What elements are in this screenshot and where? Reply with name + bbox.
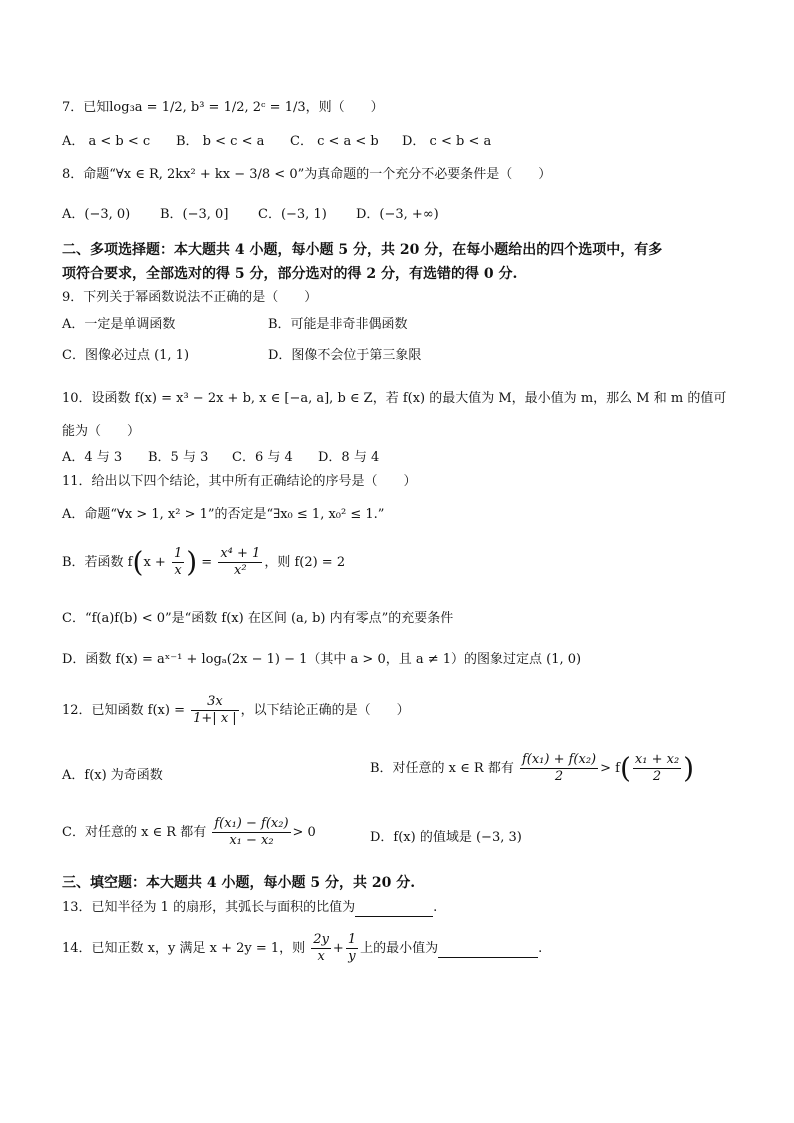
q10-option-c: C．6 与 4 <box>232 450 293 465</box>
q11-b-suffix: ，则 f(2) = 2 <box>264 555 346 570</box>
numerator: 1 <box>347 932 357 947</box>
denominator: x² <box>234 563 247 578</box>
q7-option-b: B． b < c < a <box>176 134 265 149</box>
q11-option-d: D．函数 f(x) = aˣ⁻¹ + logₐ(2x − 1) − 1（其中 a > 0，且 a ≠ 1）的图象过定点 (1, 0) <box>62 652 582 667</box>
q12-option-a: A．f(x) 为奇函数 <box>62 768 163 783</box>
q9-stem: 9．下列关于幂函数说法不正确的是（ ） <box>62 290 318 305</box>
right-paren: ) <box>186 545 198 579</box>
right-paren: ) <box>683 751 695 785</box>
q12-prefix: 12．已知函数 f(x) = <box>62 703 185 718</box>
denominator: x₁ − x₂ <box>229 833 274 848</box>
section2-heading-line1: 二、多项选择题：本大题共 4 小题，每小题 5 分，共 20 分，在每小题给出的四个选项中，有多 <box>62 242 663 258</box>
answer-blank <box>355 900 433 917</box>
section3-heading: 三、填空题：本大题共 4 小题，每小题 5 分，共 20 分. <box>62 875 416 891</box>
fraction <box>191 694 239 727</box>
q12-option-c <box>62 816 316 849</box>
q11-b-arg: x + <box>143 555 166 570</box>
fraction <box>311 932 331 965</box>
fraction <box>212 816 290 849</box>
q8-option-b: B．(−3, 0] <box>160 207 229 222</box>
numerator: f(x₁) + f(x₂) <box>521 752 597 767</box>
q11-b-prefix: B．若函数 f <box>62 555 133 570</box>
q9-option-b: B．可能是非奇非偶函数 <box>268 317 408 332</box>
q12-c-prefix: C．对任意的 x ∈ R 都有 <box>62 825 207 840</box>
q14-stem <box>62 932 542 965</box>
fraction <box>172 546 184 579</box>
q8-option-c: C．(−3, 1) <box>258 207 327 222</box>
q12-stem <box>62 694 410 727</box>
denominator: x <box>317 949 325 964</box>
denominator: 2 <box>652 769 662 784</box>
fraction <box>218 546 262 579</box>
denominator: 1+| x | <box>193 711 237 726</box>
q8-stem: 8．命题“∀x ∈ R, 2kx² + kx − 3/8 < 0”为真命题的一个充分不必要条件是（ ） <box>62 167 552 182</box>
numerator: 2y <box>313 932 329 947</box>
q10-stem-line1: 10．设函数 f(x) = x³ − 2x + b, x ∈ [−a, a], b ∈ Z，若 f(x) 的最大值为 M，最小值为 m，那么 M 和 m 的值可 <box>62 391 727 406</box>
denominator: x <box>174 563 182 578</box>
q13-end: . <box>433 900 438 915</box>
q10-option-a: A．4 与 3 <box>62 450 123 465</box>
q14-end: . <box>538 941 543 956</box>
denominator: 2 <box>554 769 564 784</box>
q9-option-d: D．图像不会位于第三象限 <box>268 348 422 363</box>
fraction <box>346 932 358 965</box>
q8-option-d: D．(−3, +∞) <box>356 207 439 222</box>
q10-stem-line2: 能为（ ） <box>62 424 141 439</box>
q8-option-a: A．(−3, 0) <box>62 207 131 222</box>
q12-b-prefix: B．对任意的 x ∈ R 都有 <box>370 761 514 776</box>
numerator: 3x <box>191 694 239 711</box>
fraction <box>633 752 681 785</box>
plus-sign: + <box>332 941 344 956</box>
q9-option-a: A．一定是单调函数 <box>62 317 176 332</box>
denominator: y <box>348 949 356 964</box>
q12-suffix: ，以下结论正确的是（ ） <box>240 703 410 718</box>
q7-stem: 7．已知log₃a = 1/2, b³ = 1/2, 2ᶜ = 1/3，则（ ） <box>62 100 384 115</box>
q7-option-c: C． c < a < b <box>290 134 379 149</box>
q12-c-suffix: > 0 <box>292 825 316 840</box>
q9-option-c: C．图像必过点 (1, 1) <box>62 348 190 363</box>
q13-text: 13．已知半径为 1 的扇形，其弧长与面积的比值为 <box>62 900 356 915</box>
fraction <box>520 752 598 785</box>
numerator: x₁ + x₂ <box>634 752 680 767</box>
q10-option-d: D．8 与 4 <box>318 450 380 465</box>
q14-suffix: 上的最小值为 <box>360 941 439 956</box>
q7-option-d: D． c < b < a <box>402 134 492 149</box>
q10-option-b: B．5 与 3 <box>148 450 209 465</box>
q11-option-b: B．若函数 f(x + $\frac{1}{x}$ ) = $\frac{\text{x⁴ + 1}}{\text{x²}}$ ，则 f(2) = 2 <box>62 545 346 579</box>
left-paren: ( <box>132 545 144 579</box>
numerator: f(x₁) − f(x₂) <box>214 816 289 831</box>
numerator: x⁴ + 1 <box>220 546 261 561</box>
q12-option-b <box>370 752 694 785</box>
q13-stem <box>62 900 437 917</box>
q7-option-a: A． a < b < c <box>62 134 151 149</box>
numerator: 1 <box>173 546 183 561</box>
q14-prefix: 14．已知正数 x，y 满足 x + 2y = 1，则 <box>62 941 306 956</box>
q11-option-c: C．“f(a)f(b) < 0”是“函数 f(x) 在区间 (a, b) 内有零点”的充要条件 <box>62 611 454 626</box>
left-paren: ( <box>619 751 631 785</box>
q11-option-a: A．命题“∀x > 1, x² > 1”的否定是“∃x₀ ≤ 1, x₀² ≤ 1.” <box>62 507 385 522</box>
section2-heading-line2: 项符合要求，全部选对的得 5 分，部分选对的得 2 分，有选错的得 0 分. <box>62 266 518 282</box>
q11-stem: 11．给出以下四个结论，其中所有正确结论的序号是（ ） <box>62 474 417 489</box>
q12-b-mid: > f <box>600 761 620 776</box>
answer-blank <box>438 941 538 958</box>
q12-option-d: D．f(x) 的值域是 (−3, 3) <box>370 830 522 845</box>
